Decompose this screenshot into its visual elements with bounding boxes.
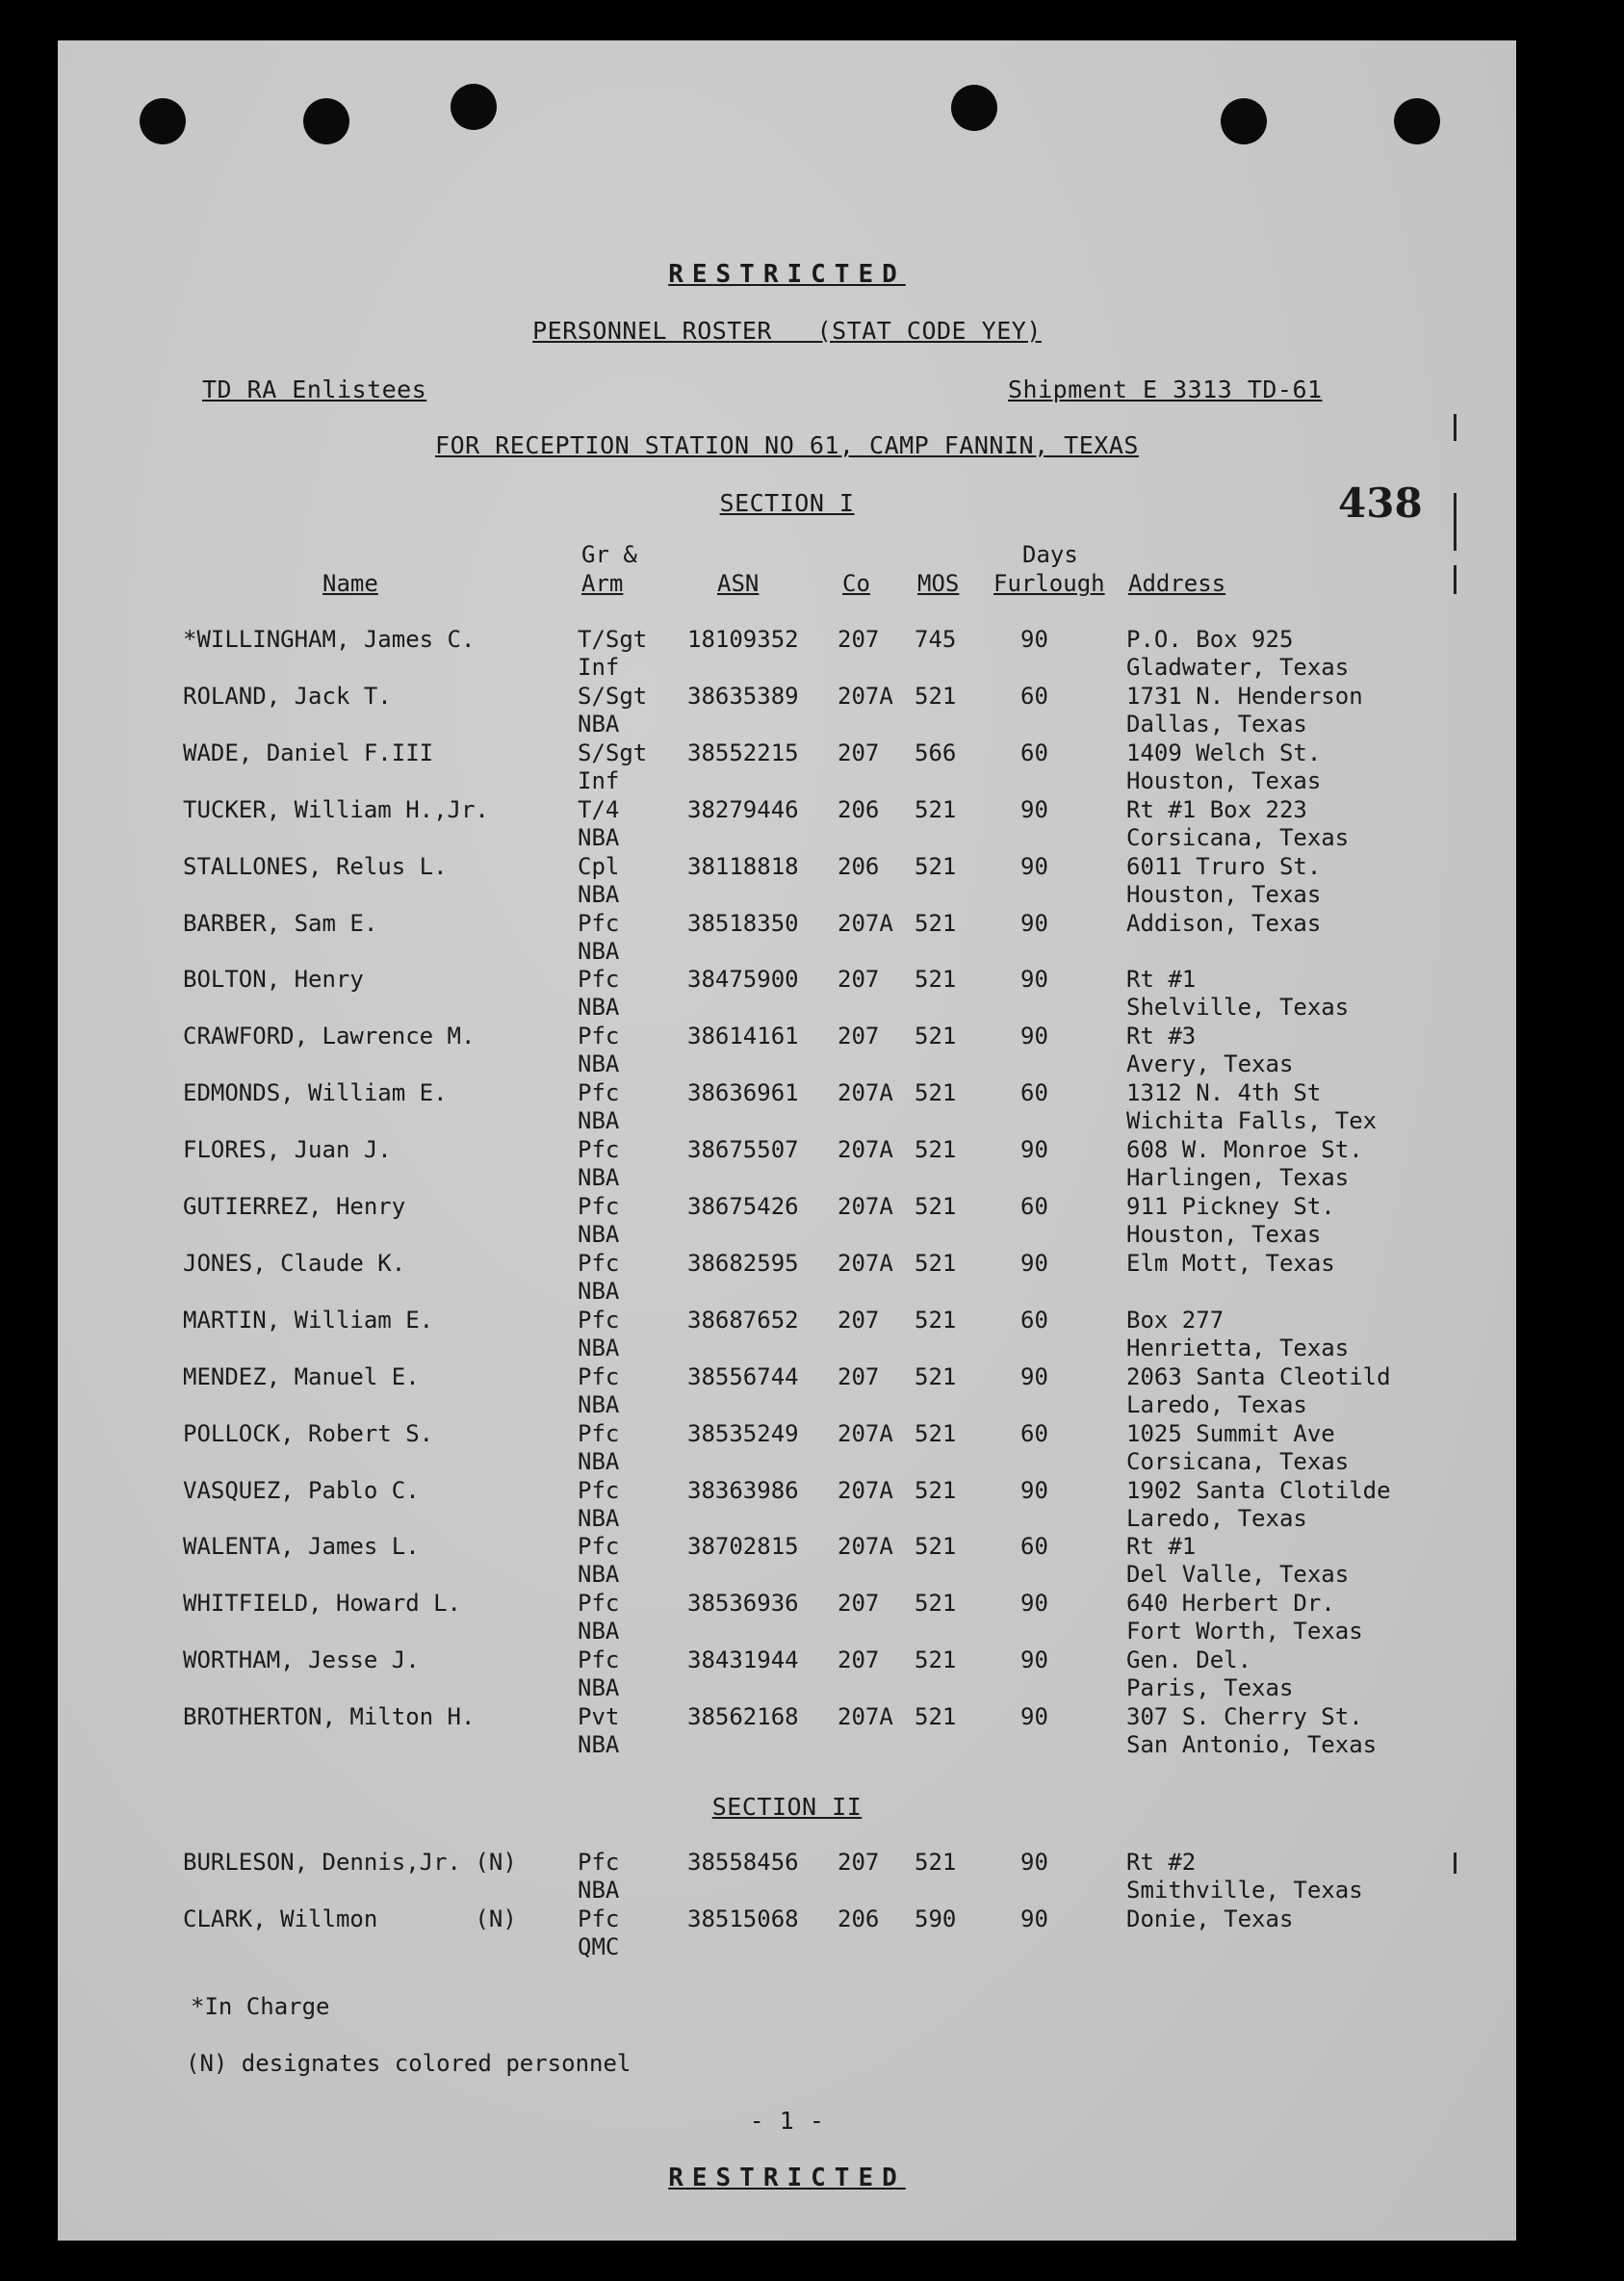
table-row bbox=[58, 1023, 1516, 1078]
table-row bbox=[58, 796, 1516, 852]
roster-asn: 38363986 bbox=[687, 1476, 799, 1504]
roster-asn: 38536936 bbox=[687, 1590, 799, 1618]
roster-name: CRAWFORD, Lawrence M. bbox=[183, 1023, 476, 1050]
roster-name: BROTHERTON, Milton H. bbox=[183, 1703, 476, 1731]
roster-address-line2: Dallas, Texas bbox=[1126, 710, 1307, 738]
roster-name: CLARK, Willmon (N) bbox=[183, 1905, 517, 1932]
roster-grade: T/4 bbox=[578, 795, 620, 823]
col-days-line1: Days bbox=[1022, 541, 1078, 568]
table-row bbox=[58, 626, 1516, 682]
roster-furlough-days: 90 bbox=[1020, 909, 1048, 937]
roster-arm: NBA bbox=[578, 1221, 620, 1248]
roster-company: 206 bbox=[838, 795, 880, 823]
roster-furlough-days: 90 bbox=[1020, 1136, 1048, 1164]
roster-address-line2: Paris, Texas bbox=[1126, 1674, 1294, 1702]
roster-furlough-days: 90 bbox=[1020, 1249, 1048, 1277]
roster-asn: 38518350 bbox=[687, 909, 799, 937]
roster-address-line2: Houston, Texas bbox=[1126, 766, 1322, 794]
roster-asn: 38682595 bbox=[687, 1249, 799, 1277]
table-row bbox=[58, 1250, 1516, 1306]
punch-hole bbox=[1221, 98, 1267, 144]
roster-mos: 521 bbox=[915, 852, 957, 880]
table-row bbox=[58, 1590, 1516, 1646]
roster-mos: 521 bbox=[915, 966, 957, 994]
roster-mos: 521 bbox=[915, 909, 957, 937]
roster-mos: 521 bbox=[915, 1590, 957, 1618]
roster-arm: NBA bbox=[578, 1277, 620, 1305]
roster-furlough-days: 90 bbox=[1020, 795, 1048, 823]
roster-address-line1: 2063 Santa Cleotild bbox=[1126, 1362, 1391, 1390]
margin-mark bbox=[1454, 493, 1456, 551]
roster-grade: Pfc bbox=[578, 1306, 620, 1334]
table-row bbox=[58, 1420, 1516, 1476]
roster-address-line1: 1731 N. Henderson bbox=[1126, 682, 1363, 710]
roster-address-line1: 6011 Truro St. bbox=[1126, 852, 1322, 880]
roster-address-line2: Laredo, Texas bbox=[1126, 1504, 1307, 1532]
roster-arm: NBA bbox=[578, 1334, 620, 1361]
roster-mos: 521 bbox=[915, 1193, 957, 1220]
table-row bbox=[58, 1193, 1516, 1249]
roster-company: 207A bbox=[838, 1419, 893, 1447]
table-row bbox=[58, 1363, 1516, 1419]
roster-arm: NBA bbox=[578, 1504, 620, 1532]
roster-company: 207A bbox=[838, 1136, 893, 1164]
roster-asn: 38552215 bbox=[687, 739, 799, 766]
table-row bbox=[58, 853, 1516, 909]
roster-address-line1: Donie, Texas bbox=[1126, 1905, 1294, 1932]
col-asn: ASN bbox=[717, 570, 760, 597]
roster-name: *WILLINGHAM, James C. bbox=[183, 626, 476, 653]
roster-name: WADE, Daniel F.III bbox=[183, 739, 434, 766]
table-row bbox=[58, 1646, 1516, 1702]
page-stamp: 438 bbox=[1338, 480, 1423, 527]
roster-name: TUCKER, William H.,Jr. bbox=[183, 795, 489, 823]
col-days-line2: Furlough bbox=[993, 570, 1105, 597]
shipment-number: Shipment E 3313 TD-61 bbox=[1008, 376, 1323, 403]
roster-grade: Pfc bbox=[578, 1533, 620, 1561]
roster-company: 207A bbox=[838, 1703, 893, 1731]
classification-header: RESTRICTED bbox=[668, 260, 906, 289]
roster-mos: 566 bbox=[915, 739, 957, 766]
roster-grade: Pfc bbox=[578, 1136, 620, 1164]
roster-mos: 521 bbox=[915, 1646, 957, 1674]
roster-mos: 745 bbox=[915, 626, 957, 653]
roster-mos: 521 bbox=[915, 1533, 957, 1561]
roster-address-line1: 911 Pickney St. bbox=[1126, 1193, 1335, 1220]
roster-address-line1: 608 W. Monroe St. bbox=[1126, 1136, 1363, 1164]
roster-asn: 38556744 bbox=[687, 1362, 799, 1390]
roster-asn: 38558456 bbox=[687, 1849, 799, 1876]
roster-arm: NBA bbox=[578, 823, 620, 851]
roster-company: 207 bbox=[838, 1362, 880, 1390]
roster-arm: NBA bbox=[578, 710, 620, 738]
roster-address-line1: 1409 Welch St. bbox=[1126, 739, 1322, 766]
table-row bbox=[58, 1307, 1516, 1362]
roster-furlough-days: 60 bbox=[1020, 1079, 1048, 1107]
roster-asn: 38636961 bbox=[687, 1079, 799, 1107]
roster-company: 207A bbox=[838, 1533, 893, 1561]
roster-arm: Inf bbox=[578, 654, 620, 681]
roster-grade: Pfc bbox=[578, 909, 620, 937]
roster-mos: 521 bbox=[915, 1249, 957, 1277]
roster-furlough-days: 60 bbox=[1020, 1306, 1048, 1334]
section-ii-title: SECTION II bbox=[711, 1793, 863, 1821]
roster-arm: NBA bbox=[578, 1618, 620, 1646]
roster-furlough-days: 90 bbox=[1020, 1905, 1048, 1932]
roster-asn: 38535249 bbox=[687, 1419, 799, 1447]
roster-company: 206 bbox=[838, 852, 880, 880]
table-row bbox=[58, 1477, 1516, 1533]
roster-name: STALLONES, Relus L. bbox=[183, 852, 448, 880]
roster-arm: QMC bbox=[578, 1932, 620, 1960]
roster-asn: 38431944 bbox=[687, 1646, 799, 1674]
roster-arm: NBA bbox=[578, 1107, 620, 1135]
roster-arm: NBA bbox=[578, 1674, 620, 1702]
roster-asn: 38702815 bbox=[687, 1533, 799, 1561]
roster-mos: 521 bbox=[915, 1023, 957, 1050]
roster-grade: Pfc bbox=[578, 1476, 620, 1504]
roster-grade: Pvt bbox=[578, 1703, 620, 1731]
roster-arm: NBA bbox=[578, 994, 620, 1022]
roster-name: BARBER, Sam E. bbox=[183, 909, 378, 937]
roster-mos: 521 bbox=[915, 1703, 957, 1731]
margin-mark bbox=[1454, 1853, 1456, 1874]
roster-address-line2: Houston, Texas bbox=[1126, 1221, 1322, 1248]
roster-company: 207A bbox=[838, 1476, 893, 1504]
roster-company: 207A bbox=[838, 909, 893, 937]
note-in-charge: *In Charge bbox=[191, 1993, 330, 2020]
roster-arm: NBA bbox=[578, 1731, 620, 1759]
roster-asn: 38614161 bbox=[687, 1023, 799, 1050]
col-gr-line2: Arm bbox=[581, 570, 624, 597]
enlistee-group: TD RA Enlistees bbox=[202, 376, 427, 403]
roster-arm: NBA bbox=[578, 1561, 620, 1589]
roster-company: 207A bbox=[838, 1079, 893, 1107]
col-mos: MOS bbox=[917, 570, 960, 597]
roster-mos: 521 bbox=[915, 682, 957, 710]
roster-company: 207 bbox=[838, 1590, 880, 1618]
roster-furlough-days: 90 bbox=[1020, 1362, 1048, 1390]
roster-name: VASQUEZ, Pablo C. bbox=[183, 1476, 420, 1504]
roster-address-line2: Houston, Texas bbox=[1126, 880, 1322, 908]
col-address: Address bbox=[1128, 570, 1226, 597]
roster-mos: 521 bbox=[915, 1136, 957, 1164]
roster-company: 207A bbox=[838, 1249, 893, 1277]
roster-address-line2: Smithville, Texas bbox=[1126, 1877, 1363, 1904]
roster-name: WALENTA, James L. bbox=[183, 1533, 420, 1561]
roster-furlough-days: 90 bbox=[1020, 1849, 1048, 1876]
roster-asn: 38675507 bbox=[687, 1136, 799, 1164]
roster-furlough-days: 90 bbox=[1020, 1023, 1048, 1050]
roster-mos: 521 bbox=[915, 1306, 957, 1334]
roster-company: 207 bbox=[838, 739, 880, 766]
page-number: - 1 - bbox=[749, 2107, 825, 2135]
roster-asn: 38279446 bbox=[687, 795, 799, 823]
roster-furlough-days: 90 bbox=[1020, 852, 1048, 880]
roster-name: MARTIN, William E. bbox=[183, 1306, 434, 1334]
margin-mark bbox=[1454, 565, 1456, 594]
roster-arm: NBA bbox=[578, 1164, 620, 1192]
roster-grade: Pfc bbox=[578, 1419, 620, 1447]
section-i-title: SECTION I bbox=[719, 489, 855, 517]
roster-grade: Pfc bbox=[578, 1079, 620, 1107]
classification-footer: RESTRICTED bbox=[668, 2164, 906, 2192]
roster-grade: Pfc bbox=[578, 1249, 620, 1277]
roster-arm: NBA bbox=[578, 937, 620, 965]
punch-hole bbox=[303, 98, 349, 144]
roster-name: WORTHAM, Jesse J. bbox=[183, 1646, 420, 1674]
roster-address-line2: Henrietta, Texas bbox=[1126, 1334, 1350, 1361]
roster-grade: T/Sgt bbox=[578, 626, 648, 653]
roster-grade: S/Sgt bbox=[578, 682, 648, 710]
roster-name: JONES, Claude K. bbox=[183, 1249, 406, 1277]
roster-furlough-days: 90 bbox=[1020, 1646, 1048, 1674]
destination: FOR RECEPTION STATION NO 61, CAMP FANNIN, TEXAS bbox=[435, 431, 1139, 459]
roster-arm: NBA bbox=[578, 880, 620, 908]
roster-company: 207A bbox=[838, 1193, 893, 1220]
roster-address-line1: Rt #1 bbox=[1126, 966, 1197, 994]
roster-address-line1: Box 277 bbox=[1126, 1306, 1224, 1334]
roster-address-line2: San Antonio, Texas bbox=[1126, 1731, 1378, 1759]
roster-company: 207 bbox=[838, 966, 880, 994]
roster-asn: 38118818 bbox=[687, 852, 799, 880]
roster-asn: 38562168 bbox=[687, 1703, 799, 1731]
roster-company: 207 bbox=[838, 626, 880, 653]
roster-furlough-days: 60 bbox=[1020, 1533, 1048, 1561]
margin-mark bbox=[1454, 414, 1456, 441]
document-page bbox=[58, 40, 1516, 2241]
roster-grade: Pfc bbox=[578, 1023, 620, 1050]
roster-furlough-days: 60 bbox=[1020, 739, 1048, 766]
roster-mos: 590 bbox=[915, 1905, 957, 1932]
roster-address-line2: Laredo, Texas bbox=[1126, 1390, 1307, 1418]
roster-address-line2: Shelville, Texas bbox=[1126, 994, 1350, 1022]
roster-mos: 521 bbox=[915, 1476, 957, 1504]
roster-name: POLLOCK, Robert S. bbox=[183, 1419, 434, 1447]
table-row bbox=[58, 739, 1516, 795]
roster-address-line1: Addison, Texas bbox=[1126, 909, 1322, 937]
roster-name: FLORES, Juan J. bbox=[183, 1136, 392, 1164]
roster-name: BOLTON, Henry bbox=[183, 966, 364, 994]
roster-arm: NBA bbox=[578, 1050, 620, 1078]
roster-address-line1: Rt #3 bbox=[1126, 1023, 1197, 1050]
roster-asn: 18109352 bbox=[687, 626, 799, 653]
roster-name: GUTIERREZ, Henry bbox=[183, 1193, 406, 1220]
roster-grade: Pfc bbox=[578, 1362, 620, 1390]
roster-address-line1: P.O. Box 925 bbox=[1126, 626, 1294, 653]
roster-address-line2: Wichita Falls, Tex bbox=[1126, 1107, 1378, 1135]
roster-asn: 38675426 bbox=[687, 1193, 799, 1220]
roster-furlough-days: 60 bbox=[1020, 1419, 1048, 1447]
roster-address-line1: Gen. Del. bbox=[1126, 1646, 1252, 1674]
roster-asn: 38635389 bbox=[687, 682, 799, 710]
roster-mos: 521 bbox=[915, 795, 957, 823]
table-row bbox=[58, 1849, 1516, 1905]
roster-company: 207 bbox=[838, 1849, 880, 1876]
roster-name: BURLESON, Dennis,Jr. (N) bbox=[183, 1849, 517, 1876]
roster-grade: Pfc bbox=[578, 1905, 620, 1932]
note-colored-personnel: (N) designates colored personnel bbox=[186, 2050, 632, 2077]
punch-hole bbox=[1394, 98, 1440, 144]
roster-name: EDMONDS, William E. bbox=[183, 1079, 448, 1107]
table-row bbox=[58, 966, 1516, 1022]
table-row bbox=[58, 1079, 1516, 1135]
roster-furlough-days: 60 bbox=[1020, 1193, 1048, 1220]
roster-asn: 38475900 bbox=[687, 966, 799, 994]
roster-address-line2: Gladwater, Texas bbox=[1126, 654, 1350, 681]
roster-furlough-days: 90 bbox=[1020, 1703, 1048, 1731]
roster-grade: Pfc bbox=[578, 1193, 620, 1220]
roster-address-line1: Rt #2 bbox=[1126, 1849, 1197, 1876]
roster-address-line1: Rt #1 Box 223 bbox=[1126, 795, 1307, 823]
roster-furlough-days: 90 bbox=[1020, 966, 1048, 994]
roster-address-line1: 640 Herbert Dr. bbox=[1126, 1590, 1335, 1618]
table-row bbox=[58, 683, 1516, 739]
roster-address-line2: Avery, Texas bbox=[1126, 1050, 1294, 1078]
table-row bbox=[58, 910, 1516, 966]
roster-company: 206 bbox=[838, 1905, 880, 1932]
roster-address-line1: Rt #1 bbox=[1126, 1533, 1197, 1561]
punch-hole bbox=[140, 98, 186, 144]
roster-company: 207 bbox=[838, 1306, 880, 1334]
roster-address-line2: Harlingen, Texas bbox=[1126, 1164, 1350, 1192]
roster-name: ROLAND, Jack T. bbox=[183, 682, 392, 710]
roster-grade: Cpl bbox=[578, 852, 620, 880]
roster-asn: 38515068 bbox=[687, 1905, 799, 1932]
punch-hole bbox=[451, 84, 497, 130]
roster-address-line1: 1312 N. 4th St bbox=[1126, 1079, 1322, 1107]
roster-name: MENDEZ, Manuel E. bbox=[183, 1362, 420, 1390]
roster-mos: 521 bbox=[915, 1079, 957, 1107]
col-gr-line1: Gr & bbox=[581, 541, 637, 568]
roster-arm: Inf bbox=[578, 766, 620, 794]
roster-arm: NBA bbox=[578, 1877, 620, 1904]
table-row bbox=[58, 1905, 1516, 1961]
roster-grade: Pfc bbox=[578, 1646, 620, 1674]
roster-furlough-days: 90 bbox=[1020, 626, 1048, 653]
roster-address-line1: 1902 Santa Clotilde bbox=[1126, 1476, 1391, 1504]
roster-grade: Pfc bbox=[578, 966, 620, 994]
roster-furlough-days: 90 bbox=[1020, 1590, 1048, 1618]
roster-address-line1: 307 S. Cherry St. bbox=[1126, 1703, 1363, 1731]
roster-title: PERSONNEL ROSTER (STAT CODE YEY) bbox=[532, 317, 1042, 345]
table-row bbox=[58, 1703, 1516, 1759]
roster-company: 207 bbox=[838, 1646, 880, 1674]
roster-company: 207A bbox=[838, 682, 893, 710]
roster-address-line2: Fort Worth, Texas bbox=[1126, 1618, 1363, 1646]
roster-asn: 38687652 bbox=[687, 1306, 799, 1334]
roster-arm: NBA bbox=[578, 1447, 620, 1475]
roster-company: 207 bbox=[838, 1023, 880, 1050]
roster-address-line2: Corsicana, Texas bbox=[1126, 823, 1350, 851]
roster-grade: Pfc bbox=[578, 1849, 620, 1876]
col-name: Name bbox=[322, 570, 378, 597]
roster-address-line1: Elm Mott, Texas bbox=[1126, 1249, 1335, 1277]
table-row bbox=[58, 1533, 1516, 1589]
roster-furlough-days: 90 bbox=[1020, 1476, 1048, 1504]
table-row bbox=[58, 1136, 1516, 1192]
punch-hole bbox=[951, 85, 997, 131]
roster-arm: NBA bbox=[578, 1390, 620, 1418]
roster-mos: 521 bbox=[915, 1362, 957, 1390]
roster-furlough-days: 60 bbox=[1020, 682, 1048, 710]
roster-grade: S/Sgt bbox=[578, 739, 648, 766]
roster-grade: Pfc bbox=[578, 1590, 620, 1618]
roster-address-line1: 1025 Summit Ave bbox=[1126, 1419, 1335, 1447]
roster-address-line2: Del Valle, Texas bbox=[1126, 1561, 1350, 1589]
roster-address-line2: Corsicana, Texas bbox=[1126, 1447, 1350, 1475]
roster-mos: 521 bbox=[915, 1419, 957, 1447]
roster-mos: 521 bbox=[915, 1849, 957, 1876]
roster-name: WHITFIELD, Howard L. bbox=[183, 1590, 461, 1618]
col-co: Co bbox=[842, 570, 870, 597]
